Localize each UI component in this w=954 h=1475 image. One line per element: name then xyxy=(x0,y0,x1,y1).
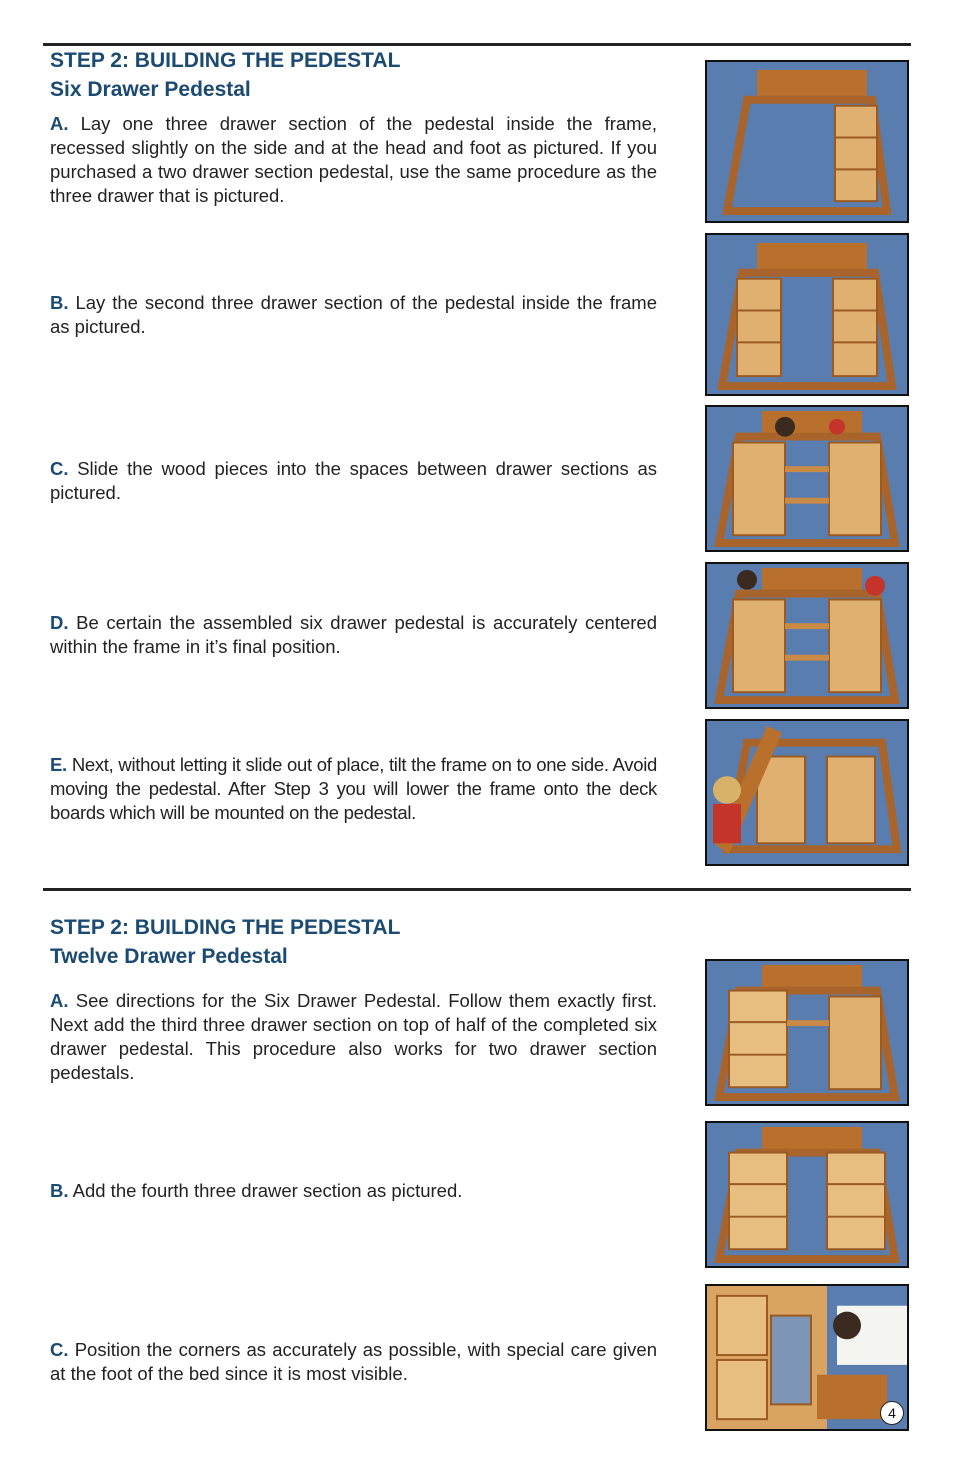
six-step-e: E. Next, without letting it slide out of place, tilt the frame on to one side. Avoid moving the pedestal. After Step 3 you will lower the frame onto the deck boards which will be mounted on the pedestal. xyxy=(50,754,658,823)
photo-twelve-step-a xyxy=(705,959,909,1106)
six-step-b: B. Lay the second three drawer section of the pedestal inside the frame as pictured. xyxy=(50,292,657,337)
page-number: 4 xyxy=(880,1401,904,1425)
six-step-d: D. Be certain the assembled six drawer pedestal is accurately centered within the frame in it’s final position. xyxy=(50,612,657,657)
photo-six-step-c xyxy=(705,405,909,552)
section-subtitle-twelve: Twelve Drawer Pedestal xyxy=(50,945,288,968)
section-subtitle-six: Six Drawer Pedestal xyxy=(50,78,251,101)
six-step-c: C. Slide the wood pieces into the spaces between drawer sections as pictured. xyxy=(50,458,658,503)
twelve-step-a: A. See directions for the Six Drawer Pedestal. Follow them exactly first. Next add the third three drawer section on top of half of the completed six drawer pedestal. This procedure also works for two drawer section pedestals. xyxy=(50,990,658,1083)
photo-six-step-e xyxy=(705,719,909,866)
twelve-step-b: B. Add the fourth three drawer section as pictured. xyxy=(50,1180,463,1201)
photo-twelve-step-b xyxy=(705,1121,909,1268)
twelve-step-c: C. Position the corners as accurately as possible, with special care given at the foot of the bed since it is most visible. xyxy=(50,1339,658,1384)
section-title-six: STEP 2: BUILDING THE PEDESTAL xyxy=(50,49,401,72)
photo-twelve-step-c xyxy=(705,1284,909,1431)
photo-six-step-b xyxy=(705,233,909,396)
middle-rule xyxy=(43,888,911,891)
six-step-a: A. Lay one three drawer section of the pedestal inside the frame, recessed slightly on the side and at the head and foot as pictured. If you purchased a two drawer section pedestal, use the same procedure as the three drawer that is pictured. xyxy=(50,113,658,206)
section-title-twelve: STEP 2: BUILDING THE PEDESTAL xyxy=(50,916,401,939)
photo-six-step-a xyxy=(705,60,909,223)
photo-six-step-d xyxy=(705,562,909,709)
